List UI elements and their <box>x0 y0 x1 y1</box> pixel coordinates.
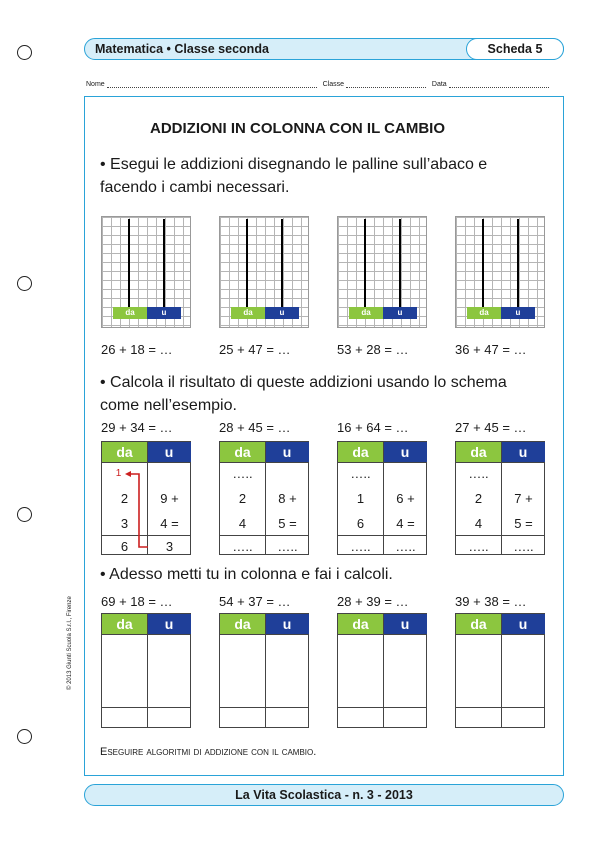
abacus-label-da: da <box>349 307 383 319</box>
page-title: ADDIZIONI IN COLONNA CON IL CAMBIO <box>150 120 445 137</box>
result-u[interactable]: 3 <box>165 539 174 554</box>
abacus-rod-u <box>281 219 283 307</box>
practice-exercise: 39 + 38 = … <box>455 594 527 609</box>
abacus-rod-da <box>128 219 130 307</box>
header-da: da <box>338 614 383 634</box>
abacus <box>219 216 309 328</box>
result-u[interactable]: ….. <box>277 539 298 554</box>
practice-table[interactable] <box>101 613 191 728</box>
instruction-1: • Esegui le addizioni disegnando le palline sull’abaco e facendo i cambi necessari. <box>100 156 488 196</box>
practice-table[interactable] <box>337 613 427 728</box>
abacus-rod-u <box>399 219 401 307</box>
digit-da-1: 2 <box>474 491 483 506</box>
digit-da-2: 3 <box>120 516 129 531</box>
practice-exercise: 69 + 18 = … <box>101 594 173 609</box>
abacus-exercise: 53 + 28 = … <box>337 342 409 357</box>
digit-da-1: 2 <box>120 491 129 506</box>
carry-cell: ….. <box>468 466 489 481</box>
column-exercise: 29 + 34 = … <box>101 420 173 435</box>
practice-table[interactable] <box>219 613 309 728</box>
digit-da-1: 1 <box>356 491 365 506</box>
abacus-exercise: 36 + 47 = … <box>455 342 527 357</box>
abacus <box>455 216 545 328</box>
abacus-rod-da <box>364 219 366 307</box>
abacus-label-da: da <box>231 307 265 319</box>
digit-u-1: 9 + <box>160 491 179 506</box>
result-da[interactable]: ….. <box>232 539 253 554</box>
header-u: u <box>383 614 427 634</box>
abacus-exercise: 26 + 18 = … <box>101 342 173 357</box>
abacus-label-u: u <box>265 307 299 319</box>
footer-bar: La Vita Scolastica - n. 3 - 2013 <box>84 784 564 806</box>
header-da: da <box>456 442 501 462</box>
abacus-rod-da <box>246 219 248 307</box>
instruction-3: • Adesso metti tu in colonna e fai i calcoli. <box>100 566 393 583</box>
header-da: da <box>456 614 501 634</box>
digit-u-1: 7 + <box>514 491 533 506</box>
digit-u-2: 5 = <box>514 516 533 531</box>
header-da: da <box>338 442 383 462</box>
abacus-label-u: u <box>383 307 417 319</box>
scheda-label: Scheda 5 <box>466 38 564 60</box>
footer-note: Eseguire algoritmi di addizione con il cambio. <box>100 746 317 758</box>
name-row <box>86 81 549 88</box>
carry-cell: ….. <box>350 466 371 481</box>
header-u: u <box>383 442 427 462</box>
abacus <box>101 216 191 328</box>
digit-u-2: 4 = <box>396 516 415 531</box>
classe-label: Classe <box>322 81 344 88</box>
result-da[interactable]: ….. <box>350 539 371 554</box>
column-exercise: 27 + 45 = … <box>455 420 527 435</box>
abacus-label-da: da <box>113 307 147 319</box>
practice-exercise: 54 + 37 = … <box>219 594 291 609</box>
nome-label: Nome <box>86 81 105 88</box>
result-da[interactable]: ….. <box>468 539 489 554</box>
header-u: u <box>147 614 191 634</box>
carry-arrow-icon <box>102 442 192 556</box>
binder-hole <box>17 45 32 60</box>
nome-field[interactable] <box>107 81 317 88</box>
abacus-label-da: da <box>467 307 501 319</box>
binder-hole <box>17 729 32 744</box>
digit-u-2: 5 = <box>278 516 297 531</box>
binder-hole <box>17 276 32 291</box>
classe-field[interactable] <box>346 81 426 88</box>
carry-cell: ….. <box>232 466 253 481</box>
column-table <box>455 441 545 555</box>
header-u: u <box>501 442 545 462</box>
digit-u-1: 6 + <box>396 491 415 506</box>
header-da: da <box>102 442 147 462</box>
column-table <box>219 441 309 555</box>
abacus-rod-u <box>517 219 519 307</box>
data-label: Data <box>431 81 447 88</box>
digit-da-2: 4 <box>474 516 483 531</box>
practice-exercise: 28 + 39 = … <box>337 594 409 609</box>
abacus <box>337 216 427 328</box>
abacus-rod-u <box>163 219 165 307</box>
digit-da-2: 6 <box>356 516 365 531</box>
abacus-exercise: 25 + 47 = … <box>219 342 291 357</box>
header-u: u <box>265 442 309 462</box>
column-exercise: 28 + 45 = … <box>219 420 291 435</box>
practice-table[interactable] <box>455 613 545 728</box>
digit-da-1: 2 <box>238 491 247 506</box>
column-table <box>337 441 427 555</box>
instruction-2: • Calcola il risultato di queste addizioni usando lo schema come nell’esempio. <box>100 374 507 414</box>
result-da[interactable]: 6 <box>120 539 129 554</box>
abacus-label-u: u <box>147 307 181 319</box>
data-field[interactable] <box>449 81 549 88</box>
abacus-rod-da <box>482 219 484 307</box>
digit-u-1: 8 + <box>278 491 297 506</box>
abacus-label-u: u <box>501 307 535 319</box>
header-da: da <box>102 614 147 634</box>
header-u: u <box>265 614 309 634</box>
header-title: Matematica • Classe seconda <box>95 42 269 56</box>
column-table <box>101 441 191 555</box>
header-u: u <box>501 614 545 634</box>
digit-u-2: 4 = <box>160 516 179 531</box>
digit-da-2: 4 <box>238 516 247 531</box>
binder-hole <box>17 507 32 522</box>
result-u[interactable]: ….. <box>513 539 534 554</box>
column-exercise: 16 + 64 = … <box>337 420 409 435</box>
copyright: © 2013 Giunti Scuola S.r.l., Firenze <box>67 596 73 690</box>
result-u[interactable]: ….. <box>395 539 416 554</box>
header-bar <box>84 38 564 60</box>
header-da: da <box>220 442 265 462</box>
header-u: u <box>147 442 191 462</box>
carry-cell: 1 <box>115 468 122 479</box>
header-da: da <box>220 614 265 634</box>
